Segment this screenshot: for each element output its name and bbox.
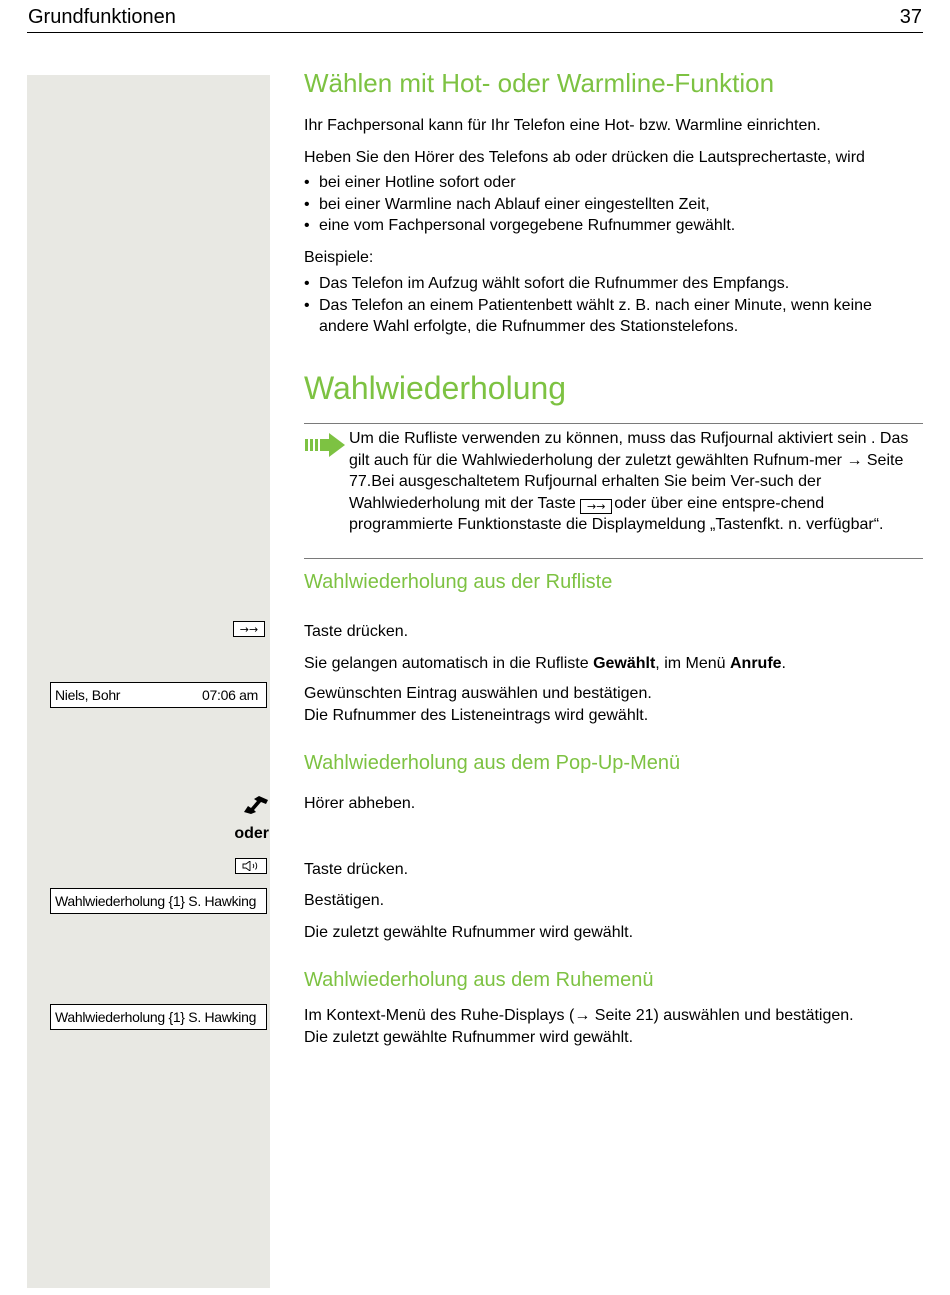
popup-step4: Die zuletzt gewählte Rufnummer wird gewählt. bbox=[304, 924, 634, 941]
note-text: Um die Rufliste verwenden zu können, muss das Rufjournal aktiviert sein . Das gilt auch für die Wahlwiederholung der zuletzt gewählten Rufnum-mer → Seite 77.Bei ausgeschaltetem Rufjournal erhalten Sie beim Ver-such der Wahlwiederholung mit der Taste →→ oder über eine entspre-chend programmierte Funktionstaste die Displaymeldung „Tastenfkt. n. verfügbar“. bbox=[349, 430, 909, 533]
note-rule-bottom bbox=[304, 558, 923, 559]
display-entry-name: Niels, Bohr bbox=[55, 687, 121, 703]
list-item: • bei einer Warmline nach Ablauf einer eingestellten Zeit, bbox=[304, 194, 924, 216]
hotline-bullets bbox=[304, 172, 924, 237]
hotline-lead: Heben Sie den Hörer des Telefons ab oder drücken die Lautsprechertaste, wird bbox=[304, 149, 865, 166]
speaker-key-icon bbox=[235, 858, 267, 874]
section-title-redial: Wahlwiederholung bbox=[304, 370, 567, 406]
popup-step3: Bestätigen. bbox=[304, 892, 385, 909]
redial-key-icon: →→ bbox=[580, 499, 612, 514]
list-item: • Das Telefon an einem Patientenbett wählt z. B. nach einer Minute, wenn keine andere Wahl erfolgte, die Rufnummer des Stationstelefons. bbox=[304, 295, 924, 338]
list-item: • eine vom Fachpersonal vorgegebene Rufnummer gewählt. bbox=[304, 215, 924, 237]
section-title-hotline: Wählen mit Hot- oder Warmline-Funktion bbox=[304, 68, 775, 98]
redial-key-icon: →→ bbox=[233, 621, 265, 637]
list-item: • bei einer Hotline sofort oder bbox=[304, 172, 924, 194]
subsection-title-rufliste: Wahlwiederholung aus der Rufliste bbox=[304, 571, 613, 593]
hotline-intro: Ihr Fachpersonal kann für Ihr Telefon eine Hot- bzw. Warmline einrichten. bbox=[304, 117, 821, 134]
subsection-title-ruhe: Wahlwiederholung aus dem Ruhemenü bbox=[304, 969, 654, 991]
phone-display-popup bbox=[50, 888, 267, 914]
list-item: • Das Telefon im Aufzug wählt sofort die Rufnummer des Empfangs. bbox=[304, 273, 924, 295]
arrow-right-icon: → bbox=[846, 451, 863, 469]
arrow-note-icon bbox=[304, 432, 346, 458]
display-entry: Wahlwiederholung {1} S. Hawking bbox=[55, 1009, 257, 1025]
phone-display-ruhe bbox=[50, 1004, 267, 1030]
page-number: 37 bbox=[899, 6, 922, 28]
phone-display-rufliste bbox=[50, 682, 267, 708]
oder-label: oder bbox=[234, 825, 269, 842]
display-entry: Wahlwiederholung {1} S. Hawking bbox=[55, 893, 257, 909]
popup-step1: Hörer abheben. bbox=[304, 795, 416, 812]
running-header: Grundfunktionen bbox=[28, 6, 176, 28]
subsection-title-popup: Wahlwiederholung aus dem Pop-Up-Menü bbox=[304, 752, 681, 774]
note-rule-top bbox=[304, 423, 923, 424]
rufliste-step1: Taste drücken. bbox=[304, 623, 409, 640]
examples-bullets bbox=[304, 273, 924, 338]
popup-step2: Taste drücken. bbox=[304, 861, 409, 878]
header-rule bbox=[27, 32, 923, 33]
speaker-icon bbox=[241, 861, 261, 871]
handset-icon bbox=[242, 795, 270, 815]
rufliste-step3: Gewünschten Eintrag auswählen und bestätigen. Die Rufnummer des Listeneintrags wird gewählt. bbox=[304, 685, 652, 724]
display-entry-time: 07:06 am bbox=[202, 687, 258, 703]
rufliste-step2: Sie gelangen automatisch in die Rufliste Gewählt, im Menü Anrufe. bbox=[304, 655, 786, 672]
ruhe-text: Im Kontext-Menü des Ruhe-Displays (→ Seite 21) auswählen und bestätigen. Die zuletzt gewählte Rufnummer wird gewählt. bbox=[304, 1007, 854, 1046]
examples-label: Beispiele: bbox=[304, 249, 374, 266]
